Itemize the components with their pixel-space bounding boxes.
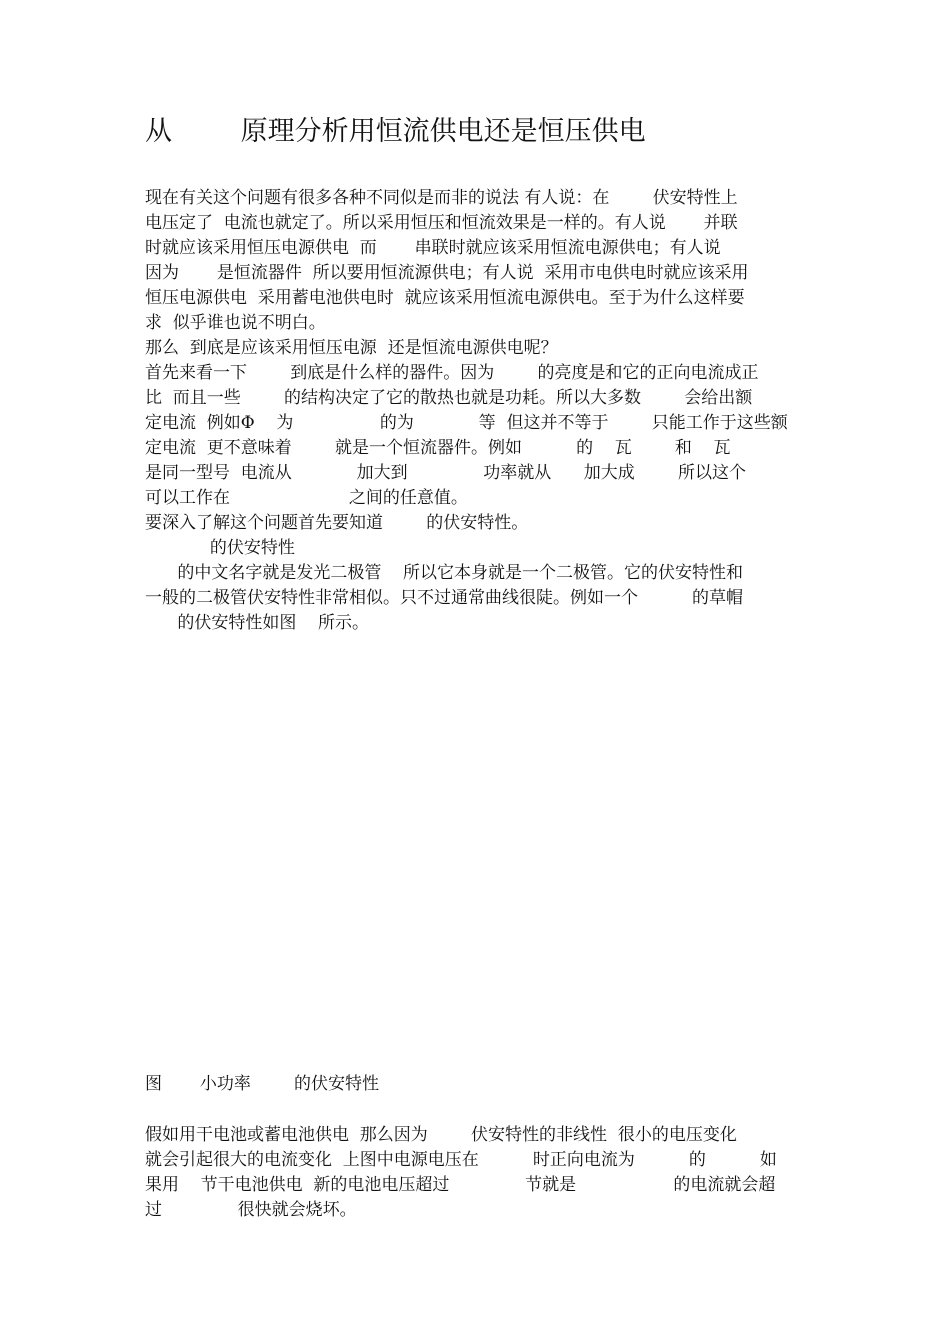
text-line: 就会引起很大的电流变化 上图中电源电压在 时正向电流为 的 如 bbox=[145, 1150, 777, 1170]
text-line: 可以工作在 之间的任意值。 bbox=[145, 488, 468, 508]
page-title: 从 原理分析用恒流供电还是恒压供电 bbox=[145, 116, 646, 147]
section-heading: 的伏安特性 bbox=[145, 538, 295, 558]
text-line: 的伏安特性如图 所示。 bbox=[145, 613, 370, 633]
text-line: 定电流 例如Φ 为 的为 等 但这并不等于 只能工作于这些额 bbox=[145, 413, 788, 433]
figure-placeholder bbox=[145, 650, 805, 1055]
text-line: 假如用干电池或蓄电池供电 那么因为 伏安特性的非线性 很小的电压变化 bbox=[145, 1125, 737, 1145]
text-line: 那么 到底是应该采用恒压电源 还是恒流电源供电呢？ bbox=[145, 338, 558, 358]
text-line: 时就应该采用恒压电源供电 而 串联时就应该采用恒流电源供电；有人说 bbox=[145, 238, 721, 258]
text-line: 恒压电源供电 采用蓄电池供电时 就应该采用恒流电源供电。至于为什么这样要 bbox=[145, 288, 745, 308]
text-line: 过 很快就会烧坏。 bbox=[145, 1200, 357, 1220]
text-line: 首先来看一下 到底是什么样的器件。因为 的亮度是和它的正向电流成正 bbox=[145, 363, 759, 383]
text-line: 现在有关这个问题有很多各种不同似是而非的说法 有人说：在 伏安特性上 bbox=[145, 188, 738, 208]
text-line: 的中文名字就是发光二极管 所以它本身就是一个二极管。它的伏安特性和 bbox=[145, 563, 744, 583]
text-line: 比 而且一些 的结构决定了它的散热也就是功耗。所以大多数 会给出额 bbox=[145, 388, 753, 408]
text-line: 一般的二极管伏安特性非常相似。只不过通常曲线很陡。例如一个 的草帽 bbox=[145, 588, 744, 608]
figure-caption: 图 小功率 的伏安特性 bbox=[145, 1074, 380, 1094]
text-line: 因为 是恒流器件 所以要用恒流源供电；有人说 采用市电供电时就应该采用 bbox=[145, 263, 749, 283]
text-line: 电压定了 电流也就定了。所以采用恒压和恒流效果是一样的。有人说 并联 bbox=[145, 213, 738, 233]
text-line: 求 似乎谁也说不明白。 bbox=[145, 313, 326, 333]
text-line: 是同一型号 电流从 加大到 功率就从 加大成 所以这个 bbox=[145, 463, 746, 483]
text-line: 要深入了解这个问题首先要知道 的伏安特性。 bbox=[145, 513, 529, 533]
text-line: 定电流 更不意味着 就是一个恒流器件。例如 的 瓦 和 瓦 bbox=[145, 438, 731, 458]
text-line: 果用 节干电池供电 新的电池电压超过 节就是 的电流就会超 bbox=[145, 1175, 776, 1195]
